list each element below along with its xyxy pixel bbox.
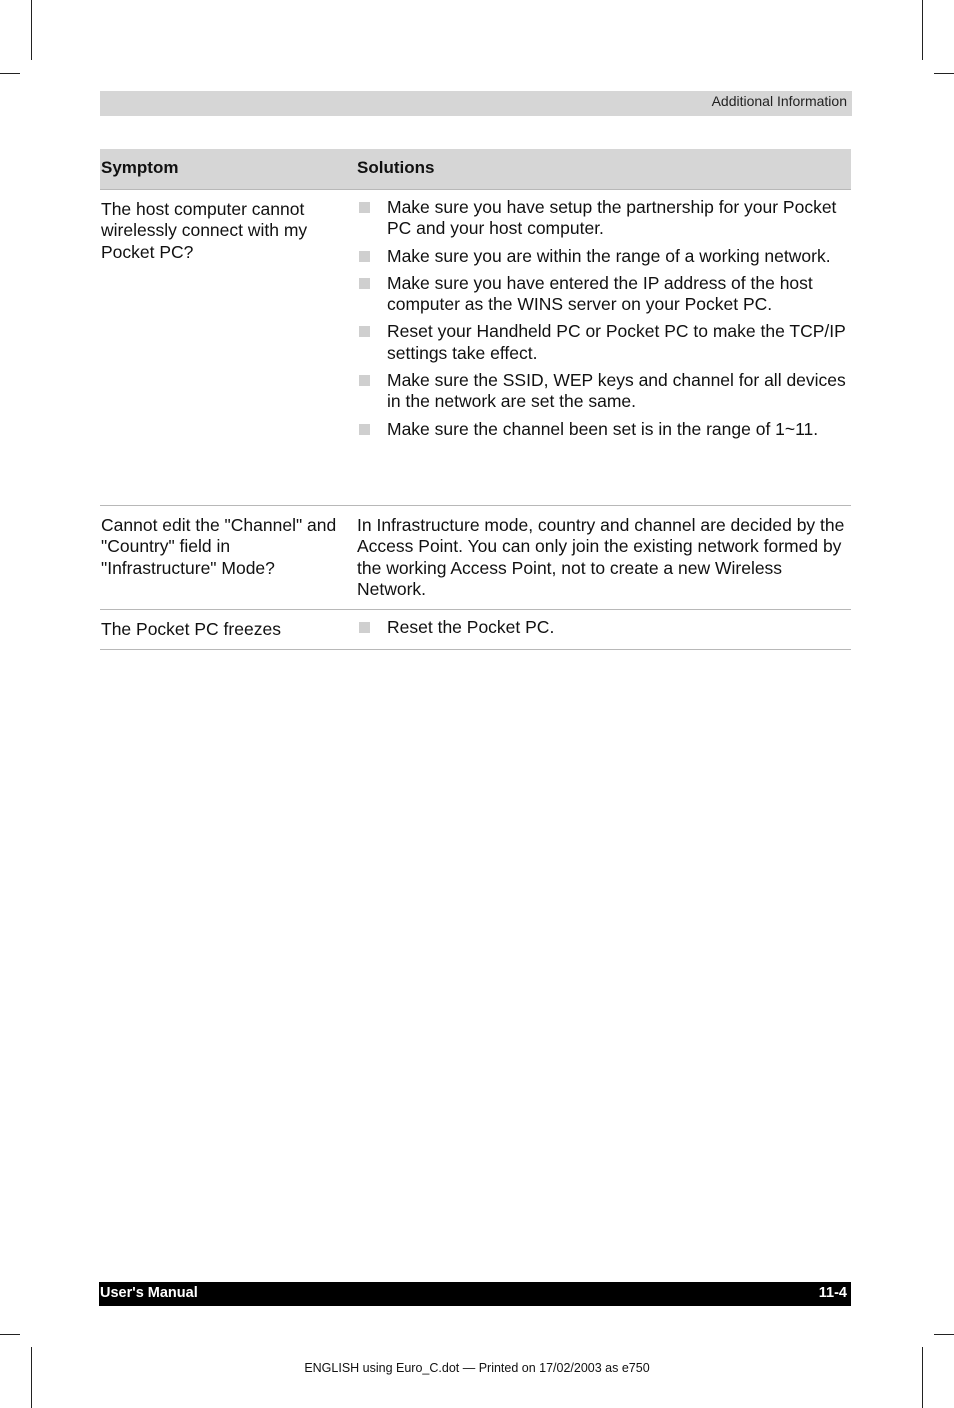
crop-mark: [922, 1347, 923, 1408]
list-item: Make sure you have entered the IP address of the host computer as the WINS server on your Pocket PC.: [357, 273, 851, 316]
table-header: [100, 149, 851, 190]
bullet-icon: [359, 251, 370, 262]
manual-label: User's Manual: [100, 1285, 198, 1301]
bullet-icon: [359, 375, 370, 386]
page-header: [100, 91, 852, 116]
solution-text: In Infrastructure mode, country and channel are decided by the Access Point. You can only join the existing network formed by the working Access Point, not to create a new Wireless Network.: [357, 515, 845, 599]
table-row: [100, 190, 851, 506]
symptom-text: The host computer cannot wirelessly connect with my Pocket PC?: [101, 199, 308, 262]
column-header-symptom: Symptom: [101, 158, 179, 177]
list-item: Make sure the SSID, WEP keys and channel for all devices in the network are set the same.: [357, 370, 851, 413]
bullet-icon: [359, 424, 370, 435]
list-item: Make sure you are within the range of a working network.: [357, 246, 851, 267]
crop-mark: [31, 1347, 32, 1408]
solutions-list: [357, 197, 851, 440]
troubleshooting-table: [100, 149, 851, 650]
symptom-text: Cannot edit the "Channel" and "Country" field in "Infrastructure" Mode?: [101, 515, 337, 578]
list-item: Make sure you have setup the partnership for your Pocket PC and your host computer.: [357, 197, 851, 240]
list-item: Make sure the channel been set is in the range of 1~11.: [357, 419, 851, 440]
bullet-icon: [359, 202, 370, 213]
crop-mark: [922, 0, 923, 60]
section-title: Additional Information: [711, 93, 847, 109]
page-number: 11-4: [818, 1285, 847, 1301]
symptom-text: The Pocket PC freezes: [101, 619, 281, 639]
list-item: Reset the Pocket PC.: [357, 617, 851, 638]
crop-mark: [934, 73, 954, 74]
bullet-icon: [359, 622, 370, 633]
table-row: [100, 610, 851, 650]
table-row: [100, 506, 851, 610]
page-footer: [99, 1282, 851, 1306]
print-info: ENGLISH using Euro_C.dot — Printed on 17/02/2003 as e750: [304, 1361, 650, 1375]
crop-mark: [0, 73, 20, 74]
bullet-icon: [359, 326, 370, 337]
crop-mark: [934, 1334, 954, 1335]
column-header-solutions: Solutions: [357, 158, 435, 177]
crop-mark: [31, 0, 32, 60]
solutions-list: [357, 617, 851, 638]
bullet-icon: [359, 278, 370, 289]
list-item: Reset your Handheld PC or Pocket PC to make the TCP/IP settings take effect.: [357, 321, 851, 364]
crop-mark: [0, 1334, 20, 1335]
